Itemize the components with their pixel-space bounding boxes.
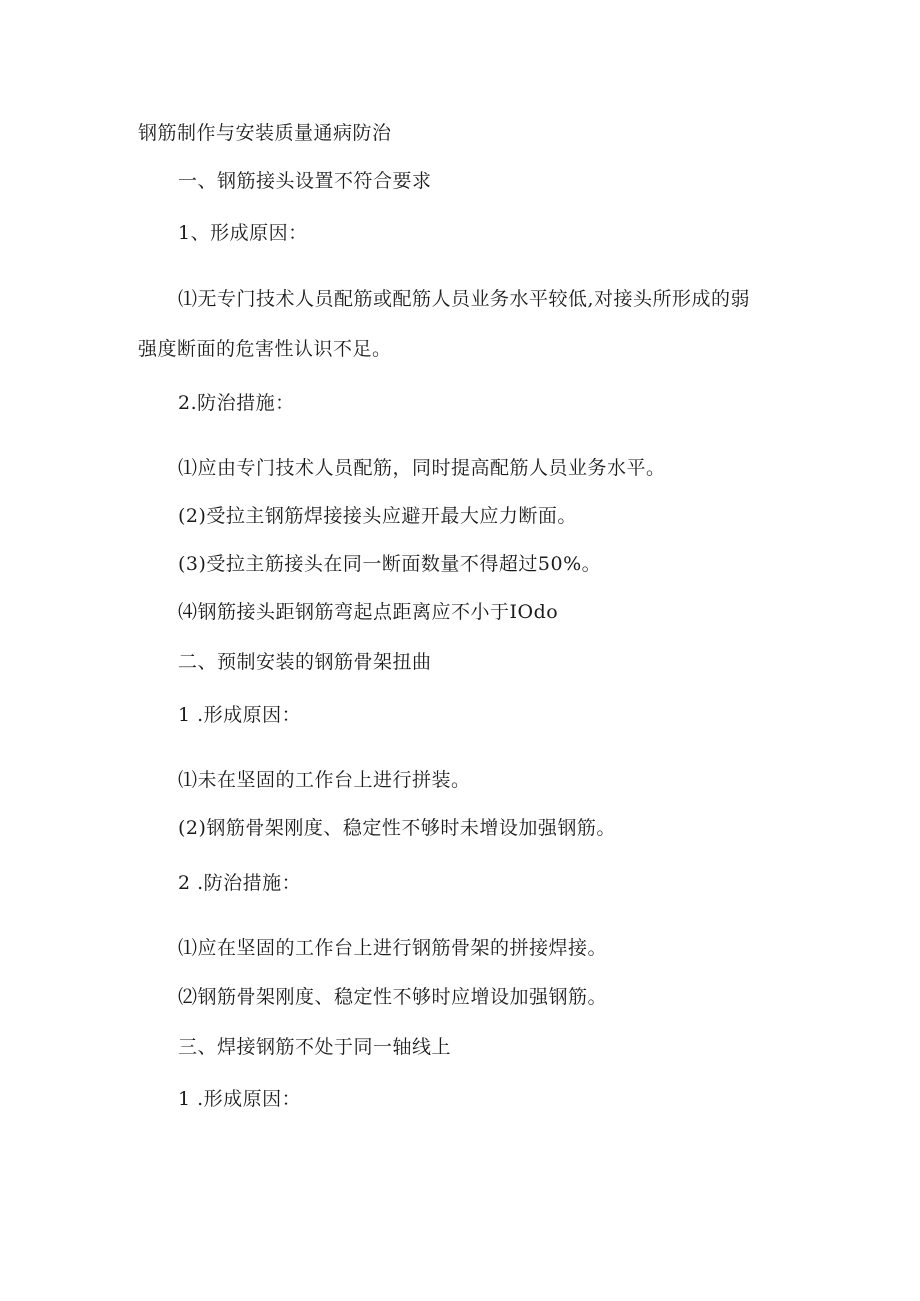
list-item: (2)钢筋骨架刚度、稳定性不够时未增设加强钢筋。 xyxy=(178,817,616,839)
list-item: ⑴未在坚固的工作台上进行拼装。 xyxy=(178,769,471,791)
section-heading: 三、焊接钢筋不处于同一轴线上 xyxy=(178,1036,452,1058)
subsection-heading: 1 .形成原因： xyxy=(178,1088,302,1110)
section-heading: 二、预制安装的钢筋骨架扭曲 xyxy=(178,651,432,673)
list-item: ⑷钢筋接头距钢筋弯起点距离应不小于IOdo xyxy=(178,601,559,623)
subsection-heading: 2 .防治措施： xyxy=(178,872,302,894)
list-item: ⑴应在坚固的工作台上进行钢筋骨架的拼接焊接。 xyxy=(178,937,608,959)
paragraph-line: ⑴无专门技术人员配筋或配筋人员业务水平较低,对接头所形成的弱 xyxy=(178,288,751,310)
list-item: (2)受拉主钢筋焊接接头应避开最大应力断面。 xyxy=(178,505,577,527)
document-title: 钢筋制作与安装质量通病防治 xyxy=(138,122,392,144)
subsection-heading: 1、形成原因： xyxy=(178,222,308,244)
paragraph-line: 强度断面的危害性认识不足。 xyxy=(138,338,392,360)
subsection-heading: 2.防治措施： xyxy=(178,392,295,414)
subsection-heading: 1 .形成原因： xyxy=(178,704,302,726)
list-item: (3)受拉主筋接头在同一断面数量不得超过50%。 xyxy=(178,553,602,575)
list-item: ⑵钢筋骨架刚度、稳定性不够时应增设加强钢筋。 xyxy=(178,986,608,1008)
section-heading: 一、钢筋接头设置不符合要求 xyxy=(178,170,432,192)
list-item: ⑴应由专门技术人员配筋，同时提高配筋人员业务水平。 xyxy=(178,457,666,479)
